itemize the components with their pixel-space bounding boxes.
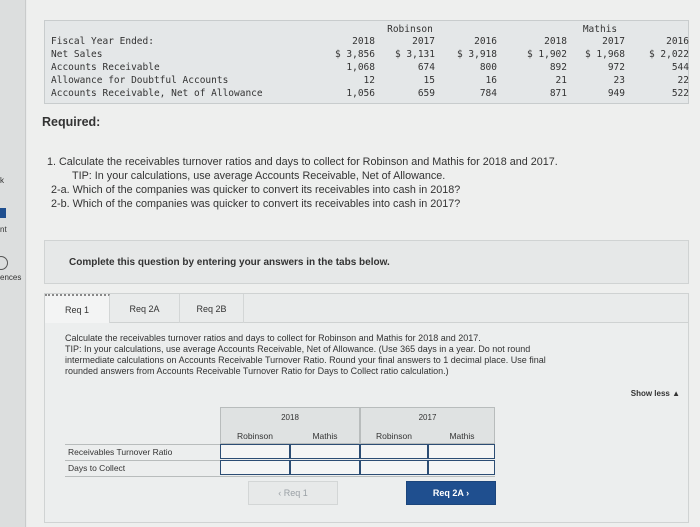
days-robinson-2017-input[interactable]	[360, 460, 428, 475]
ar-value: 544	[671, 62, 689, 73]
net-sales-value: $ 3,856	[334, 49, 375, 60]
net-sales-value: $ 3,131	[394, 49, 435, 60]
left-sidebar	[0, 0, 26, 527]
instruction-line: intermediate calculations on Accounts Receivable Turnover Ratio. Round your final answers to 1 decimal place. Use final	[65, 355, 546, 365]
days-mathis-2017-input[interactable]	[428, 460, 495, 475]
row-label-accounts-receivable: Accounts Receivable	[51, 62, 160, 73]
subheader-robinson: Robinson	[376, 431, 412, 441]
days-mathis-2018-input[interactable]	[290, 460, 360, 475]
turnover-mathis-2018-input[interactable]	[290, 444, 360, 459]
ar-net-value: 522	[671, 88, 689, 99]
subheader-mathis: Mathis	[312, 431, 338, 441]
net-sales-value: $ 3,918	[456, 49, 497, 60]
turnover-mathis-2017-input[interactable]	[428, 444, 495, 459]
row-label-allowance: Allowance for Doubtful Accounts	[51, 75, 229, 86]
turnover-robinson-2018-input[interactable]	[220, 444, 290, 459]
tab-instructions	[65, 333, 665, 377]
ar-net-value: 871	[549, 88, 567, 99]
answer-table	[65, 407, 495, 477]
subheader-robinson: Robinson	[237, 431, 273, 441]
ar-net-value: 784	[479, 88, 497, 99]
year-header-box	[360, 407, 495, 444]
instruction-line: Calculate the receivables turnover ratios and days to collect for Robinson and Mathis for 2018 and 2017.	[65, 333, 481, 343]
rail-label-ences[interactable]: ences	[0, 273, 22, 282]
allowance-value: 23	[613, 75, 625, 86]
net-sales-value: $ 1,968	[584, 49, 625, 60]
subheader-mathis: Mathis	[449, 431, 475, 441]
ar-value: 892	[549, 62, 567, 73]
answer-year-2017: 2017	[418, 413, 437, 422]
net-sales-value: $ 2,022	[648, 49, 689, 60]
year-header: 2016	[474, 36, 497, 47]
year-header: 2017	[412, 36, 435, 47]
required-heading: Required:	[42, 115, 101, 129]
rail-circle-icon[interactable]	[0, 256, 8, 270]
row-label-net-sales: Net Sales	[51, 49, 103, 60]
allowance-value: 15	[423, 75, 435, 86]
net-sales-value: $ 1,902	[526, 49, 567, 60]
row-label-days-to-collect: Days to Collect	[68, 463, 126, 473]
rail-label-k: k	[0, 176, 4, 185]
financial-data-table	[44, 20, 689, 104]
ar-value: 972	[607, 62, 625, 73]
year-header: 2018	[544, 36, 567, 47]
question-2b: 2-b. Which of the companies was quicker to convert its receivables into cash in 2017?	[51, 198, 461, 210]
ar-net-value: 659	[417, 88, 435, 99]
ar-value: 1,068	[346, 62, 375, 73]
instruction-banner	[44, 240, 689, 284]
days-robinson-2018-input[interactable]	[220, 460, 290, 475]
next-req-button[interactable]: Req 2A ›	[406, 481, 496, 505]
ar-net-value: 1,056	[346, 88, 375, 99]
rail-label-nt: nt	[0, 225, 7, 234]
ar-value: 674	[417, 62, 435, 73]
tab-req-2b[interactable]: Req 2B	[180, 294, 244, 323]
row-label-fiscal-year: Fiscal Year Ended:	[51, 36, 154, 47]
allowance-value: 21	[555, 75, 567, 86]
tab-req-2a[interactable]: Req 2A	[110, 294, 180, 323]
complete-instruction: Complete this question by entering your answers in the tabs below.	[69, 257, 390, 268]
rail-marker[interactable]	[0, 208, 6, 218]
year-header: 2018	[352, 36, 375, 47]
divider	[65, 476, 495, 477]
prev-req-button[interactable]: ‹ Req 1	[248, 481, 338, 505]
ar-net-value: 949	[607, 88, 625, 99]
allowance-value: 22	[677, 75, 689, 86]
question-2a: 2-a. Which of the companies was quicker to convert its receivables into cash in 2018?	[51, 184, 461, 196]
company-header-robinson: Robinson	[387, 24, 433, 35]
tab-req-1[interactable]: Req 1	[45, 294, 110, 323]
instruction-line: rounded answers from Accounts Receivable Turnover Ratio for Days to Collect ratio calculation.)	[65, 366, 449, 376]
allowance-value: 12	[363, 75, 375, 86]
answer-year-2018: 2018	[281, 413, 299, 422]
show-less-link[interactable]: Show less ▲	[630, 389, 680, 398]
company-header-mathis: Mathis	[582, 24, 618, 35]
year-header: 2017	[602, 36, 625, 47]
question-tip: TIP: In your calculations, use average Accounts Receivable, Net of Allowance.	[72, 170, 446, 182]
row-label-turnover-ratio: Receivables Turnover Ratio	[68, 447, 173, 457]
ar-value: 800	[479, 62, 497, 73]
instruction-line: TIP: In your calculations, use average Accounts Receivable, Net of Allowance. (Use 365 days in a year. Do not round	[65, 344, 531, 354]
question-1: 1. Calculate the receivables turnover ratios and days to collect for Robinson and Mathis for 2018 and 2017.	[47, 156, 558, 168]
allowance-value: 16	[485, 75, 497, 86]
row-label-ar-net: Accounts Receivable, Net of Allowance	[51, 88, 263, 99]
turnover-robinson-2017-input[interactable]	[360, 444, 428, 459]
year-header: 2016	[666, 36, 689, 47]
year-header-box	[220, 407, 360, 444]
tab-bar	[44, 293, 689, 323]
